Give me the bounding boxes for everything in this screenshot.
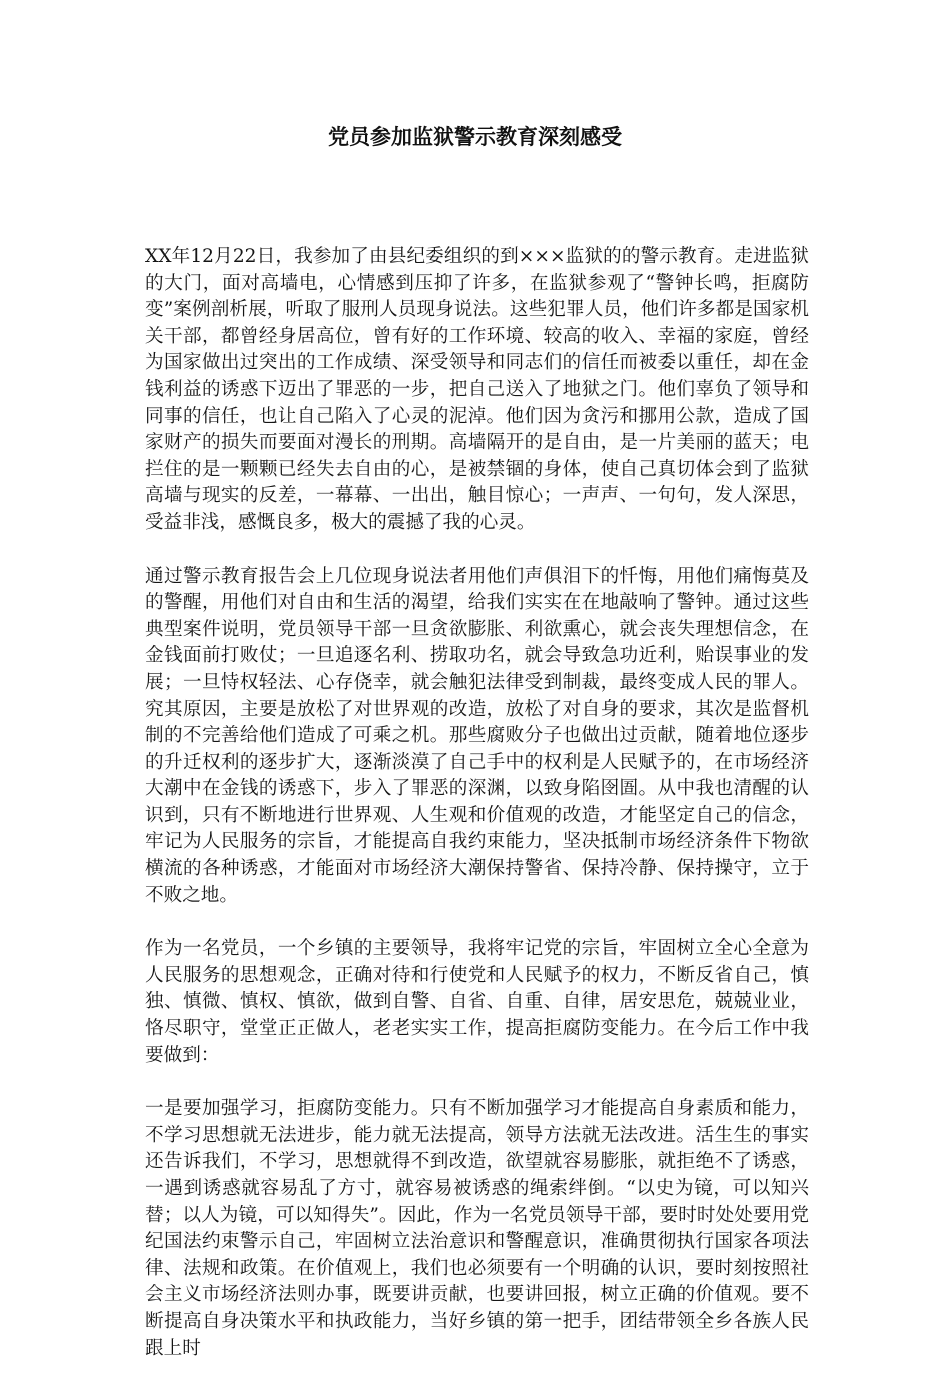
paragraph-1: XX年12月22日，我参加了由县纪委组织的到×××监狱的的警示教育。走进监狱的大门，面对高墙电，心情感到压抑了许多，在监狱参观了“警钟长鸣，拒腐防变”案例剖析展，听取了服刑人员现身说法。这些犯罪人员，他们许多都是国家机关干部，都曾经身居高位，曾有好的工作环境、较高的收入、幸福的家庭，曾经为国家做出过突出的工作成绩、深受领导和同志们的信任而被委以重任，却在金钱利益的诱惑下迈出了罪恶的一步，把自己送入了地狱之门。他们辜负了领导和同事的信任，也让自己陷入了心灵的泥淖。他们因为贪污和挪用公款，造成了国家财产的损失而要面对漫长的刑期。高墙隔开的是自由，是一片美丽的蓝天；电拦住的是一颗颗已经失去自由的心，是被禁锢的身体，使自己真切体会到了监狱高墙与现实的反差，一幕幕、一出出，触目惊心；一声声、一句句，发人深思，受益非浅，感慨良多，极大的震撼了我的心灵。 — [145, 246, 809, 533]
document-title: 党员参加监狱警示教育深刻感受 — [328, 124, 622, 149]
paragraph-3: 作为一名党员，一个乡镇的主要领导，我将牢记党的宗旨，牢固树立全心全意为人民服务的思想观念，正确对待和行使党和人民赋予的权力，不断反省自己，慎独、慎微、慎权、慎欲，做到自警、自省、自重、自律，居安思危，兢兢业业，恪尽职守，堂堂正正做人，老老实实工作，提高拒腐防变能力。在今后工作中我要做到： — [145, 938, 809, 1066]
paragraph-4: 一是要加强学习，拒腐防变能力。只有不断加强学习才能提高自身素质和能力，不学习思想就无法进步，能力就无法提高，领导方法就无法改进。活生生的事实还告诉我们，不学习，思想就得不到改造，欲望就容易膨胀，就拒绝不了诱惑，一遇到诱惑就容易乱了方寸，就容易被诱惑的绳索绊倒。“以史为镜，可以知兴替；以人为镜，可以知得失”。因此，作为一名党员领导干部，要时时处处要用党纪国法约束警示自己，牢固树立法治意识和警醒意识，准确贯彻执行国家各项法律、法规和政策。在价值观上，我们也必须要有一个明确的认识，要时刻按照社会主义市场经济法则办事，既要讲贡献，也要讲回报，树立正确的价值观。要不断提高自身决策水平和执政能力，当好乡镇的第一把手，团结带领全乡各族人民跟上时 — [145, 1098, 809, 1359]
document-body — [145, 244, 809, 1389]
paragraph-2: 通过警示教育报告会上几位现身说法者用他们声俱泪下的忏悔，用他们痛悔莫及的警醒，用他们对自由和生活的渴望，给我们实实在在地敲响了警钟。通过这些典型案件说明，党员领导干部一旦贪欲膨胀、利欲熏心，就会丧失理想信念，在金钱面前打败仗；一旦追逐名利、捞取功名，就会导致急功近利，贻误事业的发展；一旦恃权轻法、心存侥幸，就会触犯法律受到制裁，最终变成人民的罪人。究其原因，主要是放松了对世界观的改造，放松了对自身的要求，其次是监督机制的不完善给他们造成了可乘之机。那些腐败分子也做出过贡献，随着地位逐步的升迁权利的逐步扩大，逐渐淡漠了自己手中的权利是人民赋予的，在市场经济大潮中在金钱的诱惑下，步入了罪恶的深渊，以致身陷囹圄。从中我也清醒的认识到，只有不断地进行世界观、人生观和价值观的改造，才能坚定自己的信念，牢记为人民服务的宗旨，才能提高自我约束能力，坚决抵制市场经济条件下物欲横流的各种诱惑，才能面对市场经济大潮保持警省、保持冷静、保持操守，立于不败之地。 — [145, 565, 809, 906]
